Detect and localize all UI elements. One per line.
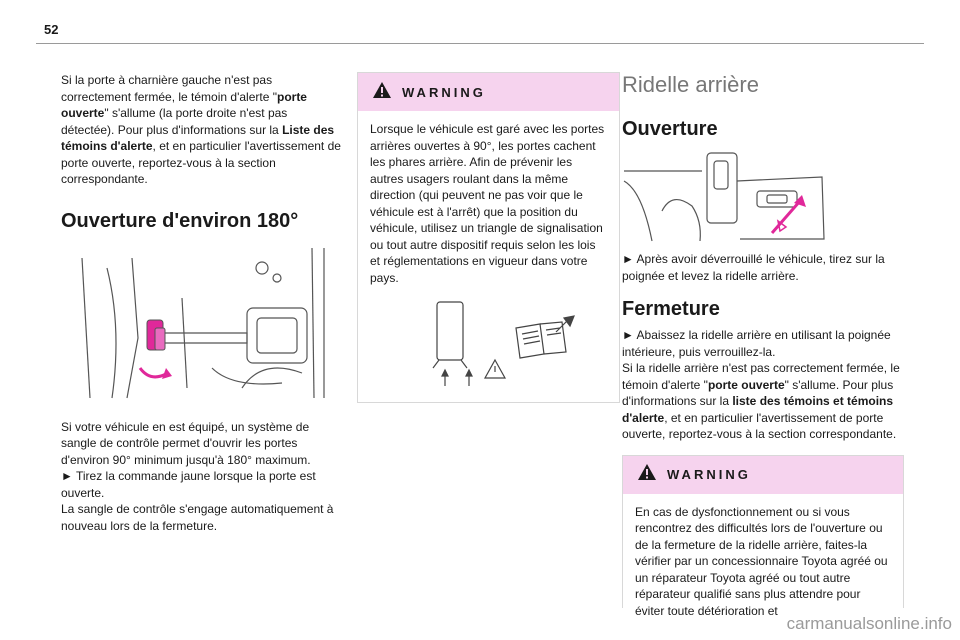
heading-fermeture: Fermeture [622, 298, 720, 320]
watermark: carmanualsonline.info [786, 614, 952, 633]
column-right [622, 72, 904, 618]
close-text-2: Si la ridelle arrière n'est pas correctement fermée, le témoin d'alerte "porte ouverte" s'allume. Pour plus d'informations sur la liste des témoins et témoins d'alerte, et en particulier l'avertissement de porte ouverte, reportez-vous à la section correspondante. [622, 361, 900, 441]
warning-illustration [370, 300, 607, 390]
section-heading-180: Ouverture d'environ 180° [61, 209, 299, 232]
warning-header [358, 73, 619, 111]
column-middle [357, 72, 620, 403]
close-text-1: ► Abaissez la ridelle arrière en utilisant la poignée intérieure, puis verrouillez-la. [622, 328, 891, 359]
warning-body-tailgate [623, 494, 903, 632]
warning-header-tailgate [623, 456, 903, 494]
strap-body-1: Si votre véhicule en est équipé, un système de sangle de contrôle permet d'ouvrir les portes d'environ 90° minimum jusqu'à 180° maximum. [61, 419, 311, 467]
page-number: 52 [44, 22, 59, 37]
section-title-ridelle: Ridelle arrière [622, 72, 759, 97]
column-left [61, 72, 341, 534]
warning-body [358, 111, 619, 402]
warning-box-parking [357, 72, 620, 403]
door-strap-illustration [61, 247, 333, 399]
warning-title-tailgate: WARNING [667, 467, 751, 482]
intro-paragraph: Si la porte à charnière gauche n'est pas correctement fermée, le témoin d'alerte "porte ouverte" s'allume (la porte droite n'est pas détectée). Pour plus d'informations sur la Liste des témoins d'alerte, et en particulier l'avertissement de porte ouverte, reportez-vous à la section correspondante. [61, 73, 341, 186]
strap-body-3: La sangle de contrôle s'engage automatiquement à nouveau lors de la fermeture. [61, 502, 334, 533]
warning-text: Lorsque le véhicule est garé avec les portes arrières ouvertes à 90°, les portes cachent les phares arrière. Afin de prévenir les autres usagers roulant dans la même direction (qui peuvent ne pas voir que le véhicule est à l'arrêt) que la position du véhicule, utilisez un triangle de signalisation ou tout autre dispositif requis selon les lois et réglementations en vigueur dans votre pays. [370, 122, 605, 285]
tailgate-illustration [622, 151, 832, 241]
warning-text-tailgate: En cas de dysfonctionnement ou si vous rencontrez des difficultés lors de l'ouverture ou de la fermeture de la ridelle arrière, faites-la vérifier par un concessionnaire Toyota agréé ou un réparateur Toyota agréé ou tout autre réparateur qualifié sans plus attendre pour éviter toute détérioration et [635, 504, 888, 618]
warning-title: WARNING [402, 84, 486, 100]
open-text: ► Après avoir déverrouillé le véhicule, tirez sur la poignée et levez la ridelle arrière. [622, 252, 885, 283]
van-top-view-icon [425, 300, 515, 395]
manual-book-icon [510, 314, 580, 369]
top-rule [36, 43, 924, 44]
strap-body-2: ► Tirez la commande jaune lorsque la porte est ouverte. [61, 469, 316, 500]
warning-box-tailgate [622, 455, 904, 618]
warning-triangle-icon [372, 81, 392, 104]
heading-ouverture: Ouverture [622, 118, 718, 140]
warning-triangle-icon [637, 463, 657, 486]
